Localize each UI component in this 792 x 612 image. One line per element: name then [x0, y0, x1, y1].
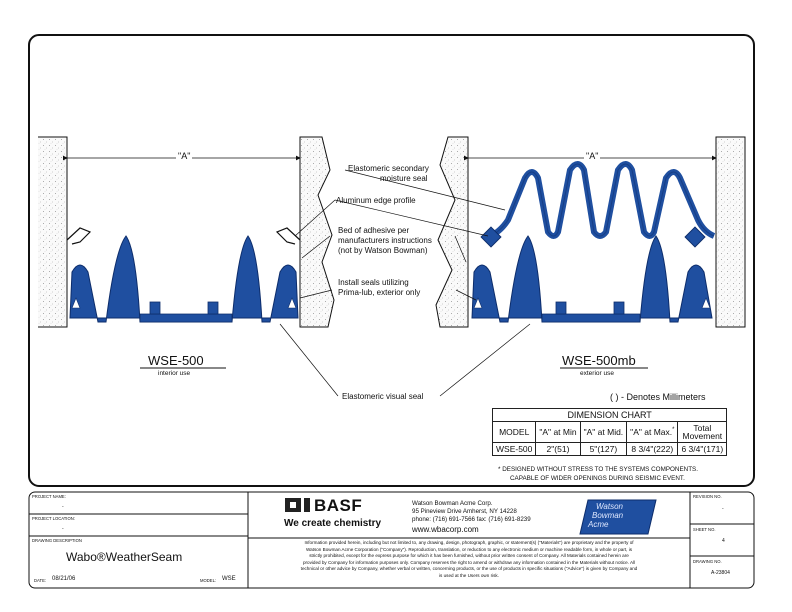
disclaimer-block: [250, 540, 688, 579]
right-edge-profile: [277, 228, 300, 244]
sheet-value: 4: [722, 538, 725, 544]
visual-seal-mb: [472, 236, 712, 322]
dimension-chart-title: DIMENSION CHART: [493, 409, 727, 422]
right-concrete-slab: [300, 137, 334, 327]
millimeters-note: ( ) - Denotes Millimeters: [610, 392, 706, 402]
model-label: MODEL:: [200, 578, 217, 583]
left-concrete-slab: [38, 137, 67, 327]
wba-logo-line-1: Watson: [596, 502, 623, 511]
basf-logo-text: BASF: [314, 496, 363, 515]
row-a-min: 2"(51): [536, 443, 580, 456]
row-a-mid: 5"(127): [580, 443, 627, 456]
seal-lug-left: [150, 302, 160, 314]
disclaimer-line: strictly prohibited, except for the express purpose for which it has been furnished, without prior written consent of Company. All Materials contained herein are: [309, 553, 629, 558]
drawing-no-value: A-23804: [711, 570, 730, 576]
left-edge-profile: [67, 228, 90, 244]
sheet-label: SHEET NO.: [693, 527, 716, 532]
drawing-description-label: DRAWING DESCRIPTION: [32, 538, 82, 543]
footnote-line-2: CAPABLE OF WIDER OPENINGS DURING SEISMIC EVENT.: [510, 475, 685, 482]
project-location-value: -: [62, 526, 64, 532]
row-total-movement: 6 3/4"(171): [678, 443, 727, 456]
disclaimer-line: is used at the Users own risk.: [439, 572, 499, 578]
disclaimer-line: technical or other advice by Company, whether verbal or written, concerning products, or the use of products in specific situations ("Advice") is given by Company and: [300, 566, 638, 571]
left-detail-title: WSE-500: [148, 353, 204, 368]
project-location-label: PROJECT LOCATION:: [32, 516, 75, 521]
callout-edge-profile: Aluminum edge profile: [336, 196, 416, 205]
callout-visual-seal: Elastomeric visual seal: [342, 392, 424, 401]
dimension-a-label: "A": [178, 151, 191, 161]
callout-adhesive-3: (not by Watson Bowman): [338, 246, 428, 255]
left-detail-subtitle: interior use: [158, 370, 191, 377]
header-model: MODEL: [493, 422, 536, 443]
row-model: WSE-500: [493, 443, 536, 456]
date-label: DATE:: [34, 578, 47, 583]
header-a-max: "A" at Max.*: [627, 422, 678, 443]
visual-seal: [70, 236, 298, 322]
model-value: WSE: [222, 576, 236, 582]
date-value: 08/21/06: [52, 576, 76, 582]
left-concrete-slab-mb: [436, 137, 468, 327]
drawing-description: Wabo®WeatherSeam: [66, 550, 183, 564]
callout-install-1: Install seals utilizing: [338, 278, 409, 287]
secondary-moisture-seal: [490, 164, 714, 236]
disclaimer-line: Information provided herein, including but not limited to, any drawing, design, photograph, graphic, or statement(s) ("Materials") are proprietary and the property of: [304, 540, 634, 545]
right-detail-title: WSE-500mb: [562, 353, 636, 368]
callout-install-2: Prima-lub, exterior only: [338, 288, 421, 297]
company-phone: phone: (716) 691-7566 fax: (716) 691-8239: [412, 516, 531, 523]
wse-500mb-detail: [436, 137, 745, 327]
basf-tagline: We create chemistry: [284, 518, 382, 529]
right-concrete-slab-mb: [716, 137, 745, 327]
company-name: Watson Bowman Acme Corp.: [412, 500, 493, 507]
company-web[interactable]: www.wbacorp.com: [412, 525, 479, 534]
company-address: 95 Pineview Drive Amherst, NY 14228: [412, 508, 517, 515]
dimension-chart: [492, 408, 727, 456]
drawing-no-label: DRAWING NO.: [693, 559, 722, 564]
footnote-line-1: * DESIGNED WITHOUT STRESS TO THE SYSTEMS COMPONENTS.: [498, 466, 699, 473]
header-a-min: "A" at Min: [536, 422, 580, 443]
project-name-label: PROJECT NAME:: [32, 494, 66, 499]
revision-label: REVISION NO.: [693, 494, 722, 499]
seal-lug-right: [208, 302, 218, 314]
callout-secondary-seal-2: moisture seal: [380, 174, 428, 183]
disclaimer-line: provided by Company for information purposes only. Company reserves the right to amend or withdraw any information contained in the Materials without notice. All: [302, 559, 636, 565]
revision-value: -: [722, 506, 724, 512]
callout-adhesive-2: manufacturers instructions: [338, 236, 432, 245]
disclaimer-line: Watson Bowman Acme Corporation ("Company"). Reproduction, translation, or reduction to any electronic medium or machine readable form, in whole or part, is: [305, 546, 633, 552]
wba-logo-line-2: Bowman: [592, 511, 624, 520]
wse-500-detail: [38, 137, 334, 327]
header-total-movement: Total Movement: [678, 422, 727, 443]
row-a-max: 8 3/4"(222): [627, 443, 678, 456]
right-detail-subtitle: exterior use: [580, 370, 614, 377]
dimension-a-label-mb: "A": [586, 151, 599, 161]
callout-secondary-seal-1: Elastomeric secondary: [348, 164, 429, 173]
wba-logo-line-3: Acme: [588, 520, 609, 529]
header-a-mid: "A" at Mid.: [580, 422, 627, 443]
project-name-value: -: [62, 504, 64, 510]
callout-adhesive-1: Bed of adhesive per: [338, 226, 410, 235]
